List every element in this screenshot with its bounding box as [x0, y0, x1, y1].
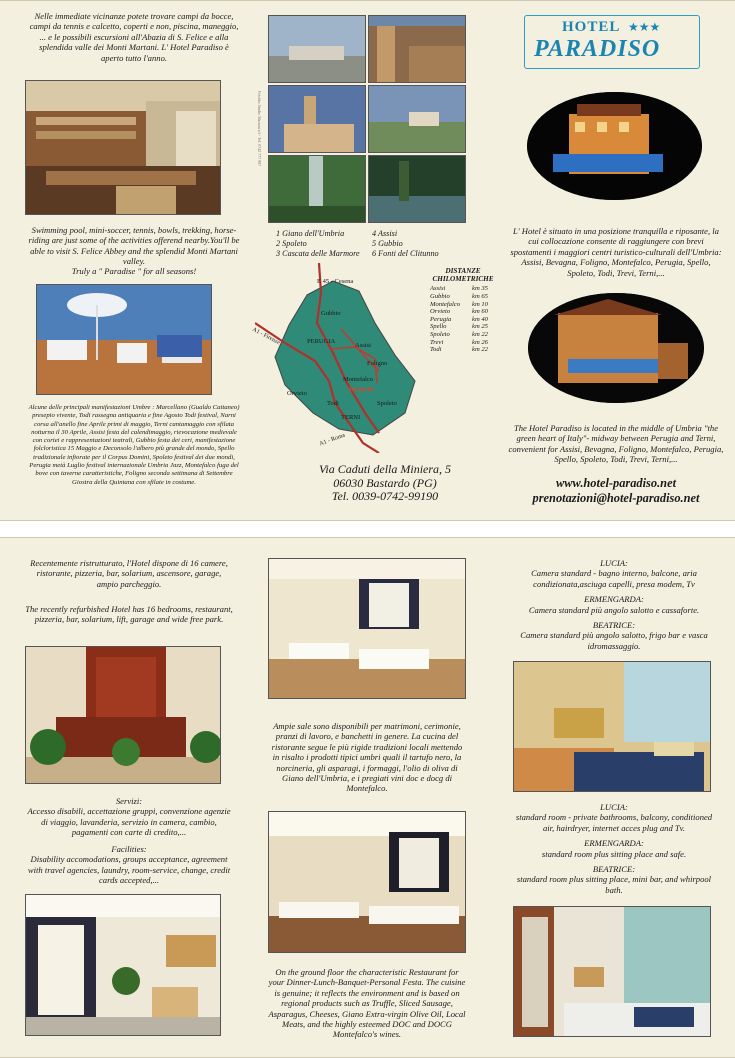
map-city-perugia: PERUGIA	[307, 338, 336, 345]
room-lucia-title-en: LUCIA:	[600, 802, 628, 812]
distance-km: km 26	[472, 338, 488, 346]
restaurant-text-english: On the ground floor the characteristic Restaurant for your Dinner-Lunch-Banquet-Personal Festa. The cuisine is genuine; it reflects the environment and is based on regional products such as Truffle, Sliced Sausage, Asparagus, Cheeses, Giano Extra-virgin Olive Oil, Local Meats, and the highly esteemed DOC and DOCG Montefalco's wines.	[268, 967, 466, 1040]
road-label-a1-roma: A1 - Roma	[318, 432, 346, 448]
room-beatrice-text-it: Camera standard più angolo salotto, frigo bar e vasca idromassaggio.	[520, 630, 708, 651]
restaurant-text-italian: Ampie sale sono disponibili per matrimoni, cerimonie, pranzi di lavoro, e banchetti in genere. La cucina del ristorante segue le più rigide tradizioni locali mettendo in risalto i prodotti tipici umbri quali il tartufo nero, la norcineria, gli asparagi, i formaggi, l'olio di oliva di Giano dell'Umbria, e i pregiati vini doc e docg di Montefalco.	[271, 721, 463, 794]
refurbished-text-italian: Recentemente ristrutturato, l'Hotel dispone di 16 camere, ristorante, pizzeria, bar, solarium, ascensore, garage, ampio parcheggio.	[30, 558, 228, 589]
events-text-italian: Alcune delle principali manifestazioni Umbre : Marcellano (Gualdo Cattaneo) presepio vivente, Todi rassegna antiquaria e fine Agosto Todi festival, Narni corsa all'anello fine Aprile primi di maggio, Terni cantamaggio con sfilata notturna il 30 Aprile, Assisi festa del calendimaggio, rievocazione medievale con cortei e rappresentazioni teatrali, Gubbio festa dei ceri, manifestazione folcloristica 15 Maggio e Deconsolo l'albero più grande del mondo, Spello tradizionale infiorate per il Corpus Domini, Spoleto festival dei due mondi, Perugia metà Luglio festival internazionale Umbria Jazz, Montefalco fuga del bove con taverne caratteristiche, Foligno seconda settimana di Settembre Giostra della Quintana con sfilate in costume.	[28, 404, 240, 486]
map-city-foligno: Foligno	[367, 360, 388, 367]
distance-row	[428, 301, 490, 309]
room-beatrice-title-it: BEATRICE:	[592, 620, 636, 631]
distance-row	[428, 293, 490, 301]
rooms-english	[510, 802, 718, 895]
reception-photo	[25, 646, 221, 784]
brochure-inner-side	[0, 537, 735, 1058]
email-link[interactable]: prenotazioni@hotel-paradiso.net	[532, 491, 700, 505]
umbria-map	[251, 263, 430, 453]
distance-city: Montefalco	[430, 300, 461, 308]
services-block-italian	[25, 796, 233, 838]
address-phone: Tel. 0039-0742-99190	[331, 489, 439, 504]
distance-km: km 22	[472, 330, 488, 338]
brochure-outer-side	[0, 0, 735, 521]
distance-city: Trevi	[430, 338, 444, 346]
restaurant-photo-2	[268, 811, 466, 953]
bar-interior-photo	[25, 80, 221, 215]
hotel-logo	[518, 15, 706, 73]
photo-giano	[268, 15, 366, 83]
distance-table-box	[418, 267, 508, 354]
caption-6: 6 Fonti del Clitunno	[372, 249, 439, 258]
distance-city: Assisi	[430, 285, 446, 293]
facilities-block-english	[25, 844, 233, 886]
distance-row	[428, 346, 490, 354]
distance-table	[428, 285, 490, 353]
caption-3: 3 Cascata delle Marmore	[276, 249, 360, 258]
distance-city: Spello	[430, 323, 447, 331]
distance-city: Orvieto	[430, 308, 451, 316]
distance-km: km 25	[472, 323, 488, 331]
distance-row	[428, 285, 490, 293]
map-city-spoleto: Spoleto	[377, 400, 397, 407]
lounge-photo	[25, 894, 221, 1036]
address-city: 06030 Bastardo (PG)	[333, 475, 437, 490]
distance-km: km 40	[472, 315, 488, 323]
hotel-night-photo	[527, 92, 702, 200]
distance-title: DISTANZE CHILOMETRICHE	[432, 267, 494, 284]
room-beatrice-title-en: BEATRICE:	[592, 864, 636, 875]
room-ermengarda-title-en: ERMENGARDA:	[584, 838, 644, 849]
distance-row	[428, 308, 490, 316]
restaurant-photo-1	[268, 558, 466, 699]
distance-row	[428, 316, 490, 324]
rooms-italian	[510, 558, 718, 651]
photo-gubbio	[268, 155, 366, 223]
road-label-a1-firenze: A1 - Firenze	[251, 326, 281, 347]
distance-km: km 60	[472, 308, 488, 316]
bedroom-photo-1	[513, 661, 711, 792]
room-ermengarda-text-en: standard room plus sitting place and safe.	[541, 848, 687, 859]
hotel-evening-photo	[528, 293, 704, 403]
refurbished-text-english: The recently refurbished Hotel has 16 bedrooms, restaurant, pizzeria, bar, solarium, lift, garage and wide free park.	[25, 604, 233, 625]
solarium-photo	[36, 284, 212, 395]
photo-spoleto	[368, 15, 466, 83]
room-lucia-title-it: LUCIA:	[600, 558, 628, 568]
printer-credit: Fotolito Studio Mariani srl - Tel. 0742 777 997	[257, 91, 262, 167]
distance-city: Todi	[430, 346, 442, 354]
map-city-bastardo: Bastardo	[349, 386, 375, 393]
captions-right	[372, 229, 472, 259]
facilities-text: Disability accomodations, groups acceptance, agreement with travel agencies, laundry, room-service, change, credit cards accepted,...	[27, 854, 231, 886]
logo-hotel: HOTEL	[562, 19, 621, 35]
map-city-assisi: Assisi	[355, 342, 371, 349]
tagline: Truly a " Paradise " for all seasons!	[71, 266, 197, 276]
photo-clitunno	[368, 155, 466, 223]
distance-row	[428, 323, 490, 331]
location-text-italian: L' Hotel è situato in una posizione tranquilla e riposante, la cui collocazione consente di raggiungere con brevi spostamenti i maggiori centri turistico-culturali dell'Umbria: Assisi, Bevagna, Foligno, Montefalco, Perugia, Spello, Spoleto, Todi, Trevi, Terni,...	[510, 226, 722, 278]
captions-left	[276, 229, 376, 259]
address-street: Via Caduti della Miniera, 5	[318, 462, 452, 476]
website-link[interactable]: www.hotel-paradiso.net	[555, 476, 677, 490]
map-city-orvieto: Orvieto	[287, 390, 307, 397]
distance-km: km 35	[472, 285, 488, 293]
caption-2: 2 Spoleto	[276, 239, 307, 248]
services-text: Accesso disabili, accettazione gruppi, convenzione agenzie di viaggio, lavanderia, servizio in camera, cambio, pagamenti con carte di credito,...	[27, 806, 231, 838]
distance-row	[428, 339, 490, 347]
facilities-title: Facilities:	[111, 844, 147, 854]
logo-stars: ★★★	[628, 20, 661, 34]
logo-paradiso: PARADISO	[534, 36, 661, 62]
caption-1: 1 Giano dell'Umbria	[276, 229, 345, 238]
photo-grid	[268, 15, 466, 225]
room-beatrice-text-en: standard room plus sitting place, mini bar, and whirpool bath.	[516, 874, 712, 895]
intro-text-italian: Nelle immediate vicinanze potete trovare campi da bocce, campi da tennis e calcetto, coperti e non, piscina, maneggio, ... e le possibili escursioni all'Abazia di S. Felice e alla splendida valle dei Monti Martani. L' Hotel Paradiso è aperto tutto l'anno.	[29, 11, 239, 63]
bedroom-photo-2	[513, 906, 711, 1037]
distance-city: Perugia	[430, 315, 452, 323]
distance-city: Spoleto	[430, 330, 450, 338]
map-city-terni: TERNI	[341, 414, 361, 421]
address-block	[300, 463, 470, 504]
distance-km: km 22	[472, 346, 488, 354]
room-lucia-text-en: standard room - private bathrooms, balcony, conditioned air, hairdryer, internet acces plug and Tv.	[515, 812, 713, 833]
map-city-todi: Todi	[327, 400, 339, 407]
room-ermengarda-title-it: ERMENGARDA:	[584, 594, 644, 605]
distance-km: km 65	[472, 293, 488, 300]
map-city-montefalco: Montefalco	[343, 376, 373, 383]
road-label-e45: E 45 - Cesena	[317, 278, 354, 285]
services-title: Servizi:	[115, 796, 143, 806]
distance-city: Gubbio	[430, 293, 450, 300]
distance-km: km 10	[472, 300, 488, 308]
room-ermengarda-text-it: Camera standard più angolo salotto e cassaforte.	[528, 604, 700, 615]
caption-5: 5 Gubbio	[372, 239, 403, 248]
activities-text-english: Swimming pool, mini-soccer, tennis, bowls, trekking, horse-riding are just some of the activities offerend nearby.You'll be able to visit S. Felice Abbey and the splendid Monti Martani valley.	[28, 225, 240, 267]
distance-row	[428, 331, 490, 339]
photo-cascata	[268, 85, 366, 153]
location-text-english: The Hotel Paradiso is located in the middle of Umbria "the green heart of Italy"- midway between Perugia and Terni, convenient for Assisi, Bevagna, Foligno, Montefalco, Perugia, Spello, Spoleto, Todi, Trevi, Terni,...	[508, 423, 724, 465]
photo-assisi	[368, 85, 466, 153]
map-city-gubbio: Gubbio	[321, 310, 341, 317]
caption-4: 4 Assisi	[372, 229, 398, 238]
room-lucia-text-it: Camera standard - bagno interno, balcone, aria condizionata,asciuga capelli, presa modem, Tv	[531, 568, 697, 589]
